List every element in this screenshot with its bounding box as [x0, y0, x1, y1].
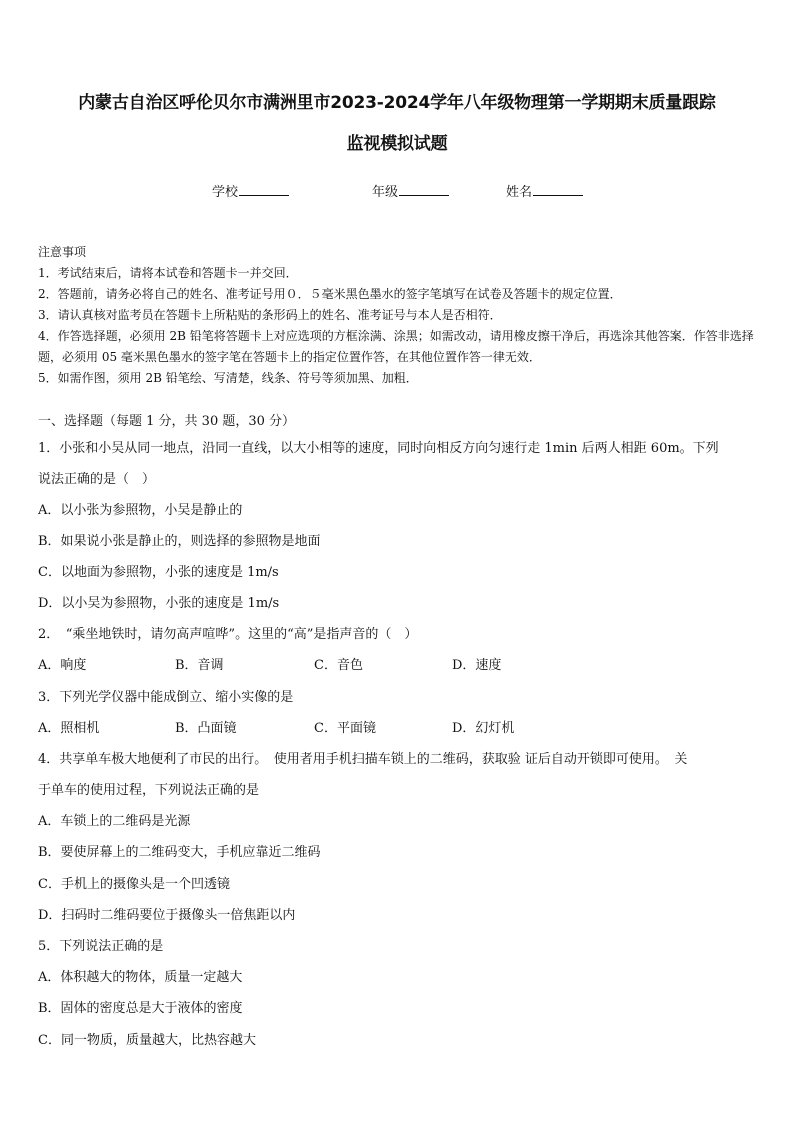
option-c: C．平面镜: [314, 721, 376, 736]
option-c: C．手机上的摄像头是一个凹透镜: [38, 877, 230, 892]
question-stem: 说法正确的是（ ）: [38, 472, 156, 487]
option-row: [38, 654, 758, 674]
notice-item: 2．答题前，请务必将自己的姓名、准考证号用０．５毫米黑色墨水的签字笔填写在试卷及答题卡的规定位置．: [38, 287, 622, 301]
question-stem: 3．下列光学仪器中能成倒立、缩小实像的是: [38, 690, 294, 705]
question-stem: 1．小张和小吴从同一地点，沿同一直线，以大小相等的速度，同时向相反方向匀速行走 1min 后两人相距 60m。下列: [38, 441, 719, 456]
option-a: A．照相机: [38, 721, 100, 736]
option-b: B．固体的密度总是大于液体的密度: [38, 1001, 243, 1016]
option-d: D．幻灯机: [452, 721, 515, 736]
option-row: [38, 717, 758, 737]
grade-blank: [399, 183, 449, 196]
option-d: D．以小吴为参照物，小张的速度是 1m/s: [38, 596, 280, 611]
question-stem: 4．共享单车极大地便利了市民的出行。 使用者用手机扫描车锁上的二维码，获取验 证后自动开锁即可使用。 关: [38, 752, 688, 767]
grade-label: 年级: [372, 185, 399, 200]
name-blank: [533, 183, 583, 196]
option-a: A．响度: [38, 658, 87, 673]
question-stem: 于单车的使用过程，下列说法正确的是: [38, 783, 260, 798]
school-label: 学校: [212, 185, 239, 200]
exam-title-line1: 内蒙古自治区呼伦贝尔市满洲里市2023-2024学年八年级物理第一学期期末质量跟踪: [78, 93, 716, 113]
option-d: D．速度: [452, 658, 502, 673]
option-c: C．以地面为参照物，小张的速度是 1m/s: [38, 565, 279, 580]
student-info-fields: [0, 181, 794, 201]
option-b: B．要使屏幕上的二维码变大，手机应靠近二维码: [38, 845, 321, 860]
section-heading: 一、选择题（每题 1 分，共 30 题，30 分）: [38, 414, 296, 429]
question-stem: 2． “乘坐地铁时，请勿高声喧哗”。这里的“高”是指声音的（ ）: [38, 627, 418, 642]
name-label: 姓名: [506, 185, 533, 200]
option-a: A．体积越大的物体，质量一定越大: [38, 970, 243, 985]
option-d: D．扫码时二维码要位于摄像头一倍焦距以内: [38, 908, 296, 923]
option-a: A．车锁上的二维码是光源: [38, 814, 191, 829]
question-stem: 5．下列说法正确的是: [38, 939, 164, 954]
option-c: C．同一物质，质量越大，比热容越大: [38, 1033, 256, 1048]
school-field: [212, 181, 289, 200]
option-b: B．音调: [175, 658, 224, 673]
name-field: [506, 181, 583, 200]
notice-item: 3．请认真核对监考员在答题卡上所粘贴的条形码上的姓名、准考证号与本人是否相符．: [38, 308, 502, 322]
notice-item: 5．如需作图，须用 2B 铅笔绘、写清楚，线条、符号等须加黑、加粗．: [38, 371, 418, 385]
grade-field: [372, 181, 449, 200]
option-b: B．如果说小张是静止的，则选择的参照物是地面: [38, 534, 321, 549]
option-a: A．以小张为参照物，小吴是静止的: [38, 503, 243, 518]
notice-block: [38, 242, 758, 389]
notice-heading: 注意事项: [38, 245, 87, 259]
school-blank: [239, 183, 289, 196]
option-c: C．音色: [314, 658, 363, 673]
notice-item: 1．考试结束后，请将本试卷和答题卡一并交回．: [38, 266, 298, 280]
option-b: B．凸面镜: [175, 721, 237, 736]
notice-item: 4．作答选择题，必须用 2B 铅笔将答题卡上对应选项的方框涂满、涂黑；如需改动，请用橡皮擦干净后，再选涂其他答案．作答非选择题，必须用 05 毫米黑色墨水的签字笔在答题卡上的指定位置作答，在其他位置作答一律无效．: [38, 329, 754, 364]
exam-title-line2: 监视模拟试题: [346, 134, 448, 154]
